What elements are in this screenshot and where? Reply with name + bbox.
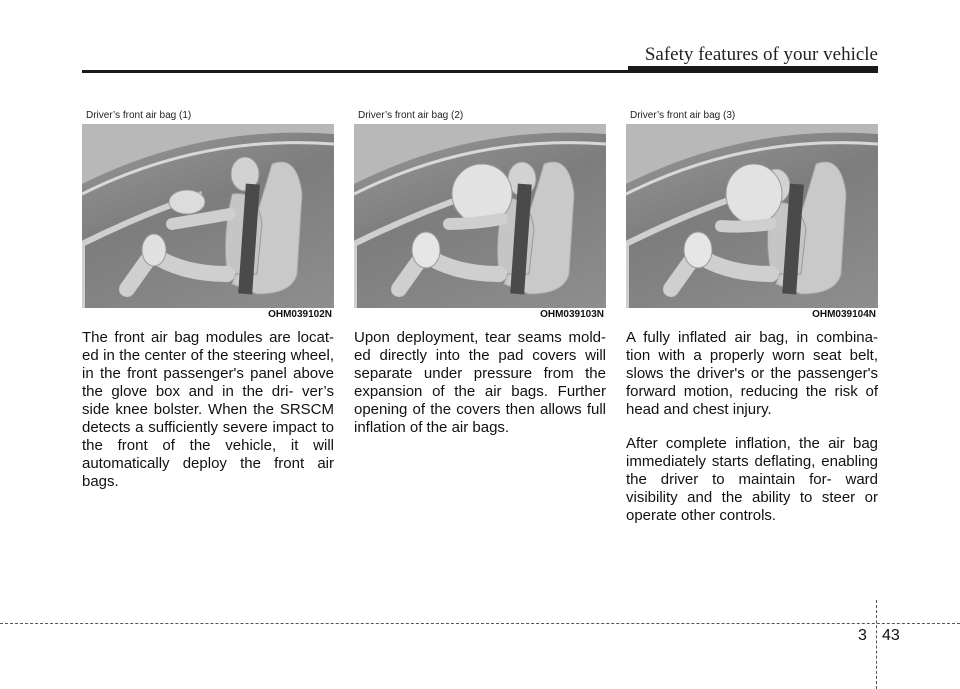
column-1	[82, 110, 334, 507]
paragraph: Upon deployment, tear seams mold- ed directly into the pad covers will separate under pressure from the expansion of the air bags. Further opening of the covers then allows full inflation of the air bags.	[354, 329, 606, 436]
page-number: 43	[882, 627, 900, 644]
chapter-number: 3	[858, 627, 867, 644]
column-2	[354, 110, 606, 453]
paragraph: The front air bag modules are locat- ed in the center of the steering wheel, in the front passenger's panel above the glove box and in the dri- ver’s side knee bolster. When the SRSCM detects a sufficiently severe impact to the front of the vehicle, it will automatically deploy the front air bags.	[82, 329, 334, 490]
footer-rule	[0, 623, 960, 624]
airbag-diagram-stage1	[82, 124, 334, 308]
figure-code: OHM039103N	[540, 309, 604, 320]
airbag-illustration-1	[82, 124, 334, 308]
body-text	[354, 329, 606, 437]
figure-caption: Driver’s front air bag (3)	[630, 110, 736, 121]
body-text	[626, 329, 878, 525]
airbag-diagram-stage2	[354, 124, 606, 308]
figure-code: OHM039102N	[268, 309, 332, 320]
airbag-diagram-stage3	[626, 124, 878, 308]
figure-code: OHM039104N	[812, 309, 876, 320]
page-header-title: Safety features of your vehicle	[644, 44, 878, 65]
footer-divider	[876, 600, 877, 689]
header-rule-accent	[628, 66, 878, 72]
airbag-illustration-3	[626, 124, 878, 308]
paragraph: A fully inflated air bag, in combina- tion with a properly worn seat belt, slows the driver's or the passenger's forward motion, reducing the risk of head and chest injury.	[626, 329, 878, 418]
figure-caption: Driver’s front air bag (1)	[86, 110, 192, 121]
figure-caption: Driver’s front air bag (2)	[358, 110, 464, 121]
airbag-illustration-2	[354, 124, 606, 308]
column-3	[626, 110, 878, 541]
paragraph: After complete inflation, the air bag immediately starts deflating, enabling the driver to maintain for- ward visibility and the ability to steer or operate other controls.	[626, 435, 878, 524]
body-text	[82, 329, 334, 491]
